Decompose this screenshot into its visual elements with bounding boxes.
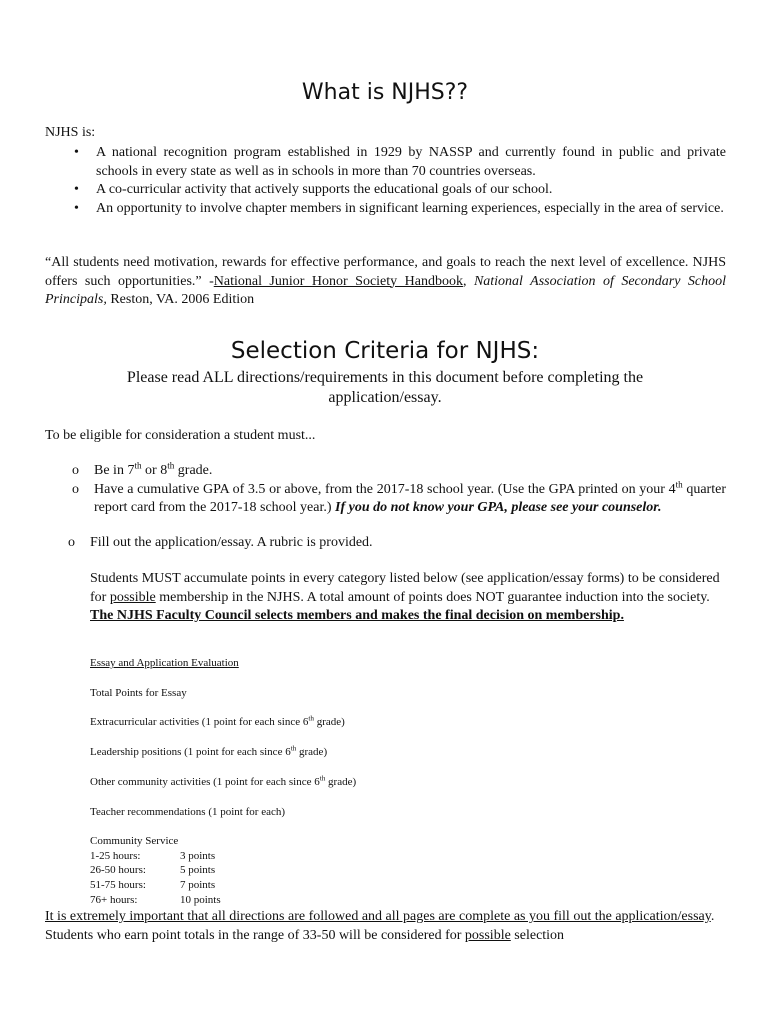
handbook-title: National Junior Honor Society Handbook	[213, 273, 463, 289]
evaluation-title: Essay and Application Evaluation	[90, 657, 239, 669]
gpa-note: If you do not know your GPA, please see your counselor.	[335, 500, 662, 515]
criterion-grade: o Be in 7th or 8th grade.	[72, 460, 213, 478]
criterion-gpa: o Have a cumulative GPA of 3.5 or above, from the 2017-18 school year. (Use the GPA printed on your 4th quarter report card from the 2017-18 school year.) If you do not know your GPA, please see your counselor.	[72, 479, 726, 515]
service-row: 26-50 hours: 5 points	[90, 864, 216, 877]
selection-subheading: Please read ALL directions/requirements in this document before completing the application/essay.	[126, 369, 644, 406]
closing-warning: It is extremely important that all directions are followed and all pages are complete as you fill out the application/essay	[45, 909, 711, 924]
eligibility-intro: To be eligible for consideration a student must...	[45, 428, 316, 443]
closing-paragraph: It is extremely important that all directions are followed and all pages are complete as you fill out the application/essay. Students who earn point totals in the range of 33-50 will be considered for possible selection	[45, 909, 715, 943]
leadership-item: Leadership positions (1 point for each since 6th grade)	[90, 744, 328, 758]
handbook-quote: “All students need motivation, rewards for effective performance, and goals to reach the next level of excellence. NJHS offers such opportunities.” -National Junior Honor Society Handbook, National Association of Secondary School Principals, Reston, VA. 2006 Edition	[45, 255, 727, 307]
teacher-recommendations-item: Teacher recommendations (1 point for each)	[90, 806, 286, 818]
njhs-bullet-list	[74, 144, 726, 218]
circle-bullet-icon: o	[72, 463, 79, 478]
selection-heading: Selection Criteria for NJHS:	[230, 338, 540, 364]
points-paragraph: Students MUST accumulate points in every category listed below (see application/essay forms) to be considered for possible membership in the NJHS. A total amount of points does NOT guarantee induction into the society. The NJHS Faculty Council selects members and makes the final decision on membership.	[90, 571, 720, 623]
community-service-title: Community Service	[90, 835, 179, 847]
criterion-application: o Fill out the application/essay. A rubric is provided.	[68, 535, 373, 550]
total-points-essay: Total Points for Essay	[90, 687, 187, 699]
faculty-council-note: The NJHS Faculty Council selects members and makes the final decision on membership.	[90, 608, 624, 623]
bullet-icon: •	[74, 182, 79, 197]
extracurricular-item: Extracurricular activities (1 point for each since 6th grade)	[90, 714, 345, 728]
community-service-table	[90, 834, 221, 908]
service-row: 1-25 hours: 3 points	[90, 849, 216, 862]
intro-label: NJHS is:	[45, 125, 96, 140]
bullet-icon: •	[74, 145, 79, 160]
community-activities-item: Other community activities (1 point for each since 6th grade)	[90, 774, 357, 788]
service-row: 51-75 hours: 7 points	[90, 879, 216, 892]
page-title: What is NJHS??	[301, 80, 469, 105]
circle-bullet-icon: o	[72, 482, 79, 497]
service-row: 76+ hours: 10 points	[90, 893, 221, 906]
bullet-item: • A co-curricular activity that actively supports the educational goals of our school.	[74, 181, 726, 200]
bullet-icon: •	[74, 200, 79, 216]
circle-bullet-icon: o	[68, 535, 75, 550]
bullet-item: • A national recognition program established in 1929 by NASSP and currently found in public and private schools in every state as well as in schools in more than 70 countries overseas.	[74, 145, 726, 179]
bullet-item: • An opportunity to involve chapter members in significant learning experiences, especially in the area of service.	[74, 200, 726, 219]
organization-name: National Association of Secondary School Principals,	[45, 273, 727, 307]
